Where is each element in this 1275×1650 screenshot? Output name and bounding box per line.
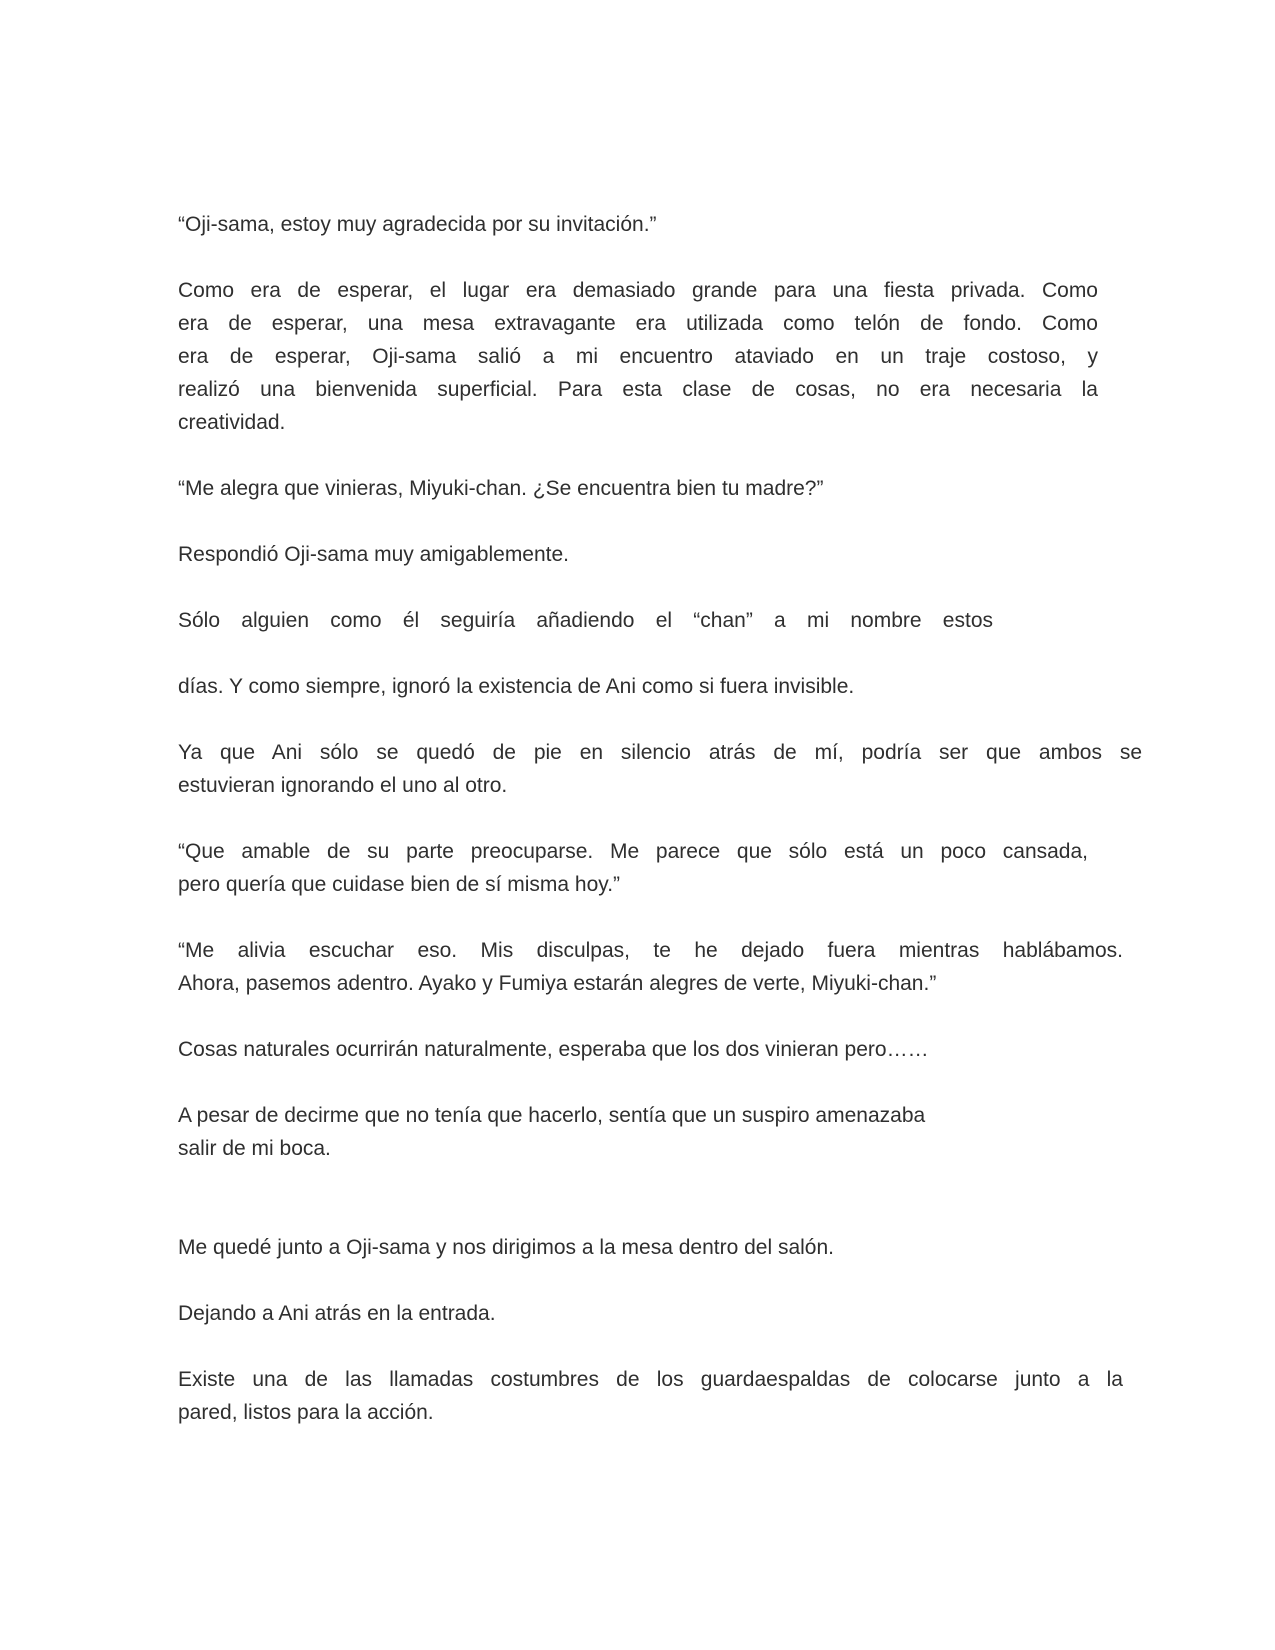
text-line: Cosas naturales ocurrirán naturalmente, esperaba que los dos vinieran pero……	[178, 1038, 929, 1061]
text-line: pero quería que cuidase bien de sí misma hoy.”	[178, 873, 621, 896]
paragraph	[178, 1297, 1158, 1330]
paragraph	[178, 835, 1088, 901]
text-line: Sólo alguien como él seguiría añadiendo el “chan” a mi nombre estos	[178, 609, 993, 632]
paragraph	[178, 472, 1158, 505]
paragraph	[178, 1231, 1158, 1264]
paragraph	[178, 670, 1158, 703]
text-line: Dejando a Ani atrás en la entrada.	[178, 1302, 496, 1325]
text-line: pared, listos para la acción.	[178, 1401, 434, 1424]
paragraph	[178, 274, 1098, 439]
text-line: realizó una bienvenida superficial. Para esta clase de cosas, no era necesaria la	[178, 378, 1098, 401]
text-line: Respondió Oji-sama muy amigablemente.	[178, 543, 570, 566]
paragraph	[178, 934, 1123, 1000]
text-line: creatividad.	[178, 411, 286, 434]
paragraph	[178, 1033, 1158, 1066]
text-line: salir de mi boca.	[178, 1137, 331, 1160]
paragraph	[178, 736, 1142, 802]
text-line: Ahora, pasemos adentro. Ayako y Fumiya estarán alegres de verte, Miyuki-chan.”	[178, 972, 937, 995]
paragraph	[178, 208, 1158, 241]
paragraph	[178, 1363, 1123, 1429]
text-line: Ya que Ani sólo se quedó de pie en silencio atrás de mí, podría ser que ambos se	[178, 741, 1142, 764]
paragraph	[178, 1099, 1158, 1165]
text-line: “Me alivia escuchar eso. Mis disculpas, te he dejado fuera mientras hablábamos.	[178, 939, 1123, 962]
text-line: “Que amable de su parte preocuparse. Me parece que sólo está un poco cansada,	[178, 840, 1088, 863]
text-column	[178, 208, 1158, 1462]
text-line: “Me alegra que vinieras, Miyuki-chan. ¿Se encuentra bien tu madre?”	[178, 477, 824, 500]
paragraph	[178, 538, 1158, 571]
text-line: Como era de esperar, el lugar era demasiado grande para una fiesta privada. Como	[178, 279, 1098, 302]
text-line: “Oji-sama, estoy muy agradecida por su invitación.”	[178, 213, 657, 236]
blank-line	[178, 1198, 1158, 1231]
text-line: A pesar de decirme que no tenía que hacerlo, sentía que un suspiro amenazaba	[178, 1104, 926, 1127]
text-line: Me quedé junto a Oji-sama y nos dirigimos a la mesa dentro del salón.	[178, 1236, 835, 1259]
text-line: era de esperar, una mesa extravagante era utilizada como telón de fondo. Como	[178, 312, 1098, 335]
text-line: días. Y como siempre, ignoró la existencia de Ani como si fuera invisible.	[178, 675, 855, 698]
paragraph	[178, 604, 993, 637]
text-line: era de esperar, Oji-sama salió a mi encuentro ataviado en un traje costoso, y	[178, 345, 1098, 368]
text-line: Existe una de las llamadas costumbres de los guardaespaldas de colocarse junto a la	[178, 1368, 1123, 1391]
text-line: estuvieran ignorando el uno al otro.	[178, 774, 508, 797]
